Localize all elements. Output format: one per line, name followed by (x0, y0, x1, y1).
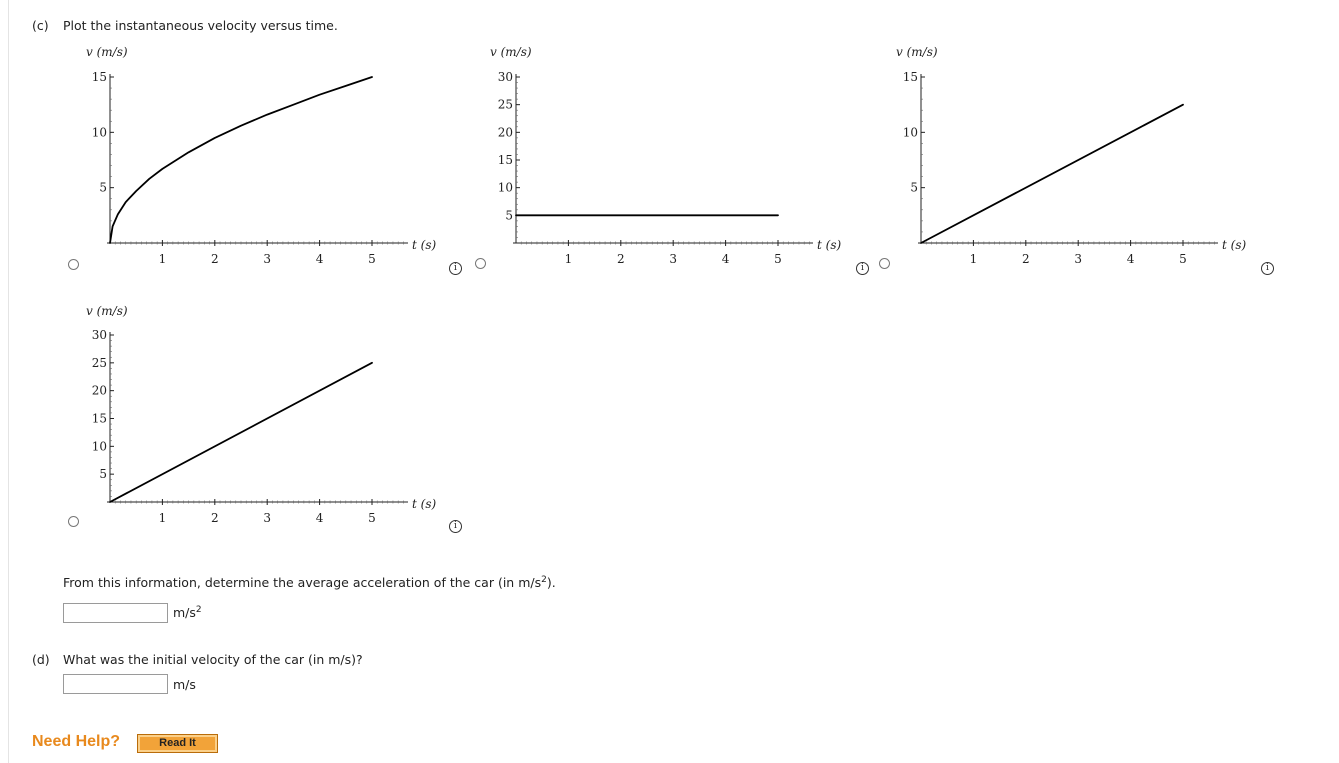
option-b-info-icon[interactable]: i (856, 262, 869, 275)
option-d-y-tick-label: 5 (99, 467, 107, 482)
option-d-x-tick-label: 4 (315, 511, 324, 525)
option-a-x-axis-label: t (s) (412, 238, 437, 252)
option-d-y-tick-label: 10 (91, 439, 107, 454)
part-c-question: Plot the instantaneous velocity versus time. (63, 18, 338, 33)
option-b-y-tick-label: 10 (497, 180, 513, 195)
option-d-y-tick-label: 25 (91, 355, 107, 370)
option-c-series-line (921, 105, 1183, 243)
option-b-x-axis-label: t (s) (817, 238, 842, 252)
option-d-y-tick-label: 20 (91, 383, 107, 398)
part-d-label: (d) (32, 652, 50, 667)
option-d-x-tick-label: 3 (263, 511, 272, 525)
option-d-info-icon[interactable]: i (449, 520, 462, 533)
option-a-y-axis-label: v (m/s) (86, 45, 128, 59)
option-c-x-axis-label: t (s) (1222, 238, 1247, 252)
option-b-y-tick-label: 5 (505, 208, 513, 223)
option-b-y-axis-label: v (m/s) (490, 45, 532, 59)
avg-accel-input[interactable] (63, 603, 168, 623)
option-d-y-tick-label: 30 (91, 328, 107, 342)
read-it-button[interactable]: Read It (137, 734, 218, 753)
initial-velocity-unit: m/s (173, 677, 196, 692)
option-c-x-tick-label: 3 (1074, 252, 1083, 266)
option-c-x-tick-label: 4 (1126, 252, 1135, 266)
option-c-x-tick-label: 2 (1021, 252, 1030, 266)
avg-accel-prompt: From this information, determine the average acceleration of the car (in $m/s^2$). (63, 575, 556, 591)
option-c-plot-group (896, 45, 1246, 266)
option-a-series-line (110, 77, 372, 243)
part-c-label: (c) (32, 18, 49, 33)
option-b-y-tick-label: 15 (497, 153, 513, 167)
option-d-series-line (110, 363, 372, 502)
option-c-y-tick-label: 5 (910, 180, 918, 195)
option-a-y-tick-label: 10 (91, 125, 107, 140)
option-a-x-tick-label: 4 (315, 252, 324, 266)
option-b-y-tick-label: 25 (497, 97, 513, 112)
option-b-y-tick-label: 30 (497, 70, 513, 84)
option-b-x-tick-label: 5 (774, 252, 782, 266)
option-a-info-icon[interactable]: i (449, 262, 462, 275)
option-c-x-tick-label: 1 (969, 252, 978, 266)
option-c-y-tick-label: 10 (902, 125, 918, 140)
option-c-x-tick-label: 5 (1179, 252, 1187, 266)
option-b-plot-group (490, 45, 841, 266)
option-d-x-tick-label: 2 (210, 511, 219, 525)
option-c-y-axis-label: v (m/s) (896, 45, 938, 59)
option-b-radio[interactable] (475, 258, 486, 269)
option-b-y-tick-label: 20 (497, 125, 513, 140)
option-a-radio[interactable] (68, 259, 79, 270)
option-a-plot-group (86, 45, 436, 266)
option-d-y-tick-label: 15 (91, 411, 107, 426)
option-c-info-icon[interactable]: i (1261, 262, 1274, 275)
avg-accel-unit: $m/s^2$ (173, 605, 202, 621)
option-d-plot-group (86, 304, 436, 525)
option-d-x-axis-label: t (s) (412, 497, 437, 511)
option-b-x-tick-label: 3 (669, 252, 678, 266)
option-d-y-axis-label: v (m/s) (86, 304, 128, 318)
initial-velocity-input[interactable] (63, 674, 168, 694)
option-c-y-tick-label: 15 (902, 70, 918, 84)
option-d-x-tick-label: 5 (368, 511, 376, 525)
option-a-y-tick-label: 5 (99, 180, 107, 195)
option-d-x-tick-label: 1 (158, 511, 167, 525)
option-a-x-tick-label: 5 (368, 252, 376, 266)
option-d-radio[interactable] (68, 516, 79, 527)
option-a-x-tick-label: 1 (158, 252, 167, 266)
option-b-x-tick-label: 4 (721, 252, 730, 266)
left-margin-rule (8, 0, 9, 763)
option-a-y-tick-label: 15 (91, 70, 107, 84)
option-a-x-tick-label: 3 (263, 252, 272, 266)
option-a-x-tick-label: 2 (210, 252, 219, 266)
option-c-radio[interactable] (879, 258, 890, 269)
option-b-x-tick-label: 1 (564, 252, 573, 266)
option-b-x-tick-label: 2 (616, 252, 625, 266)
need-help-label: Need Help? (32, 733, 121, 750)
part-d-question: What was the initial velocity of the car (in m/s)? (63, 652, 363, 667)
